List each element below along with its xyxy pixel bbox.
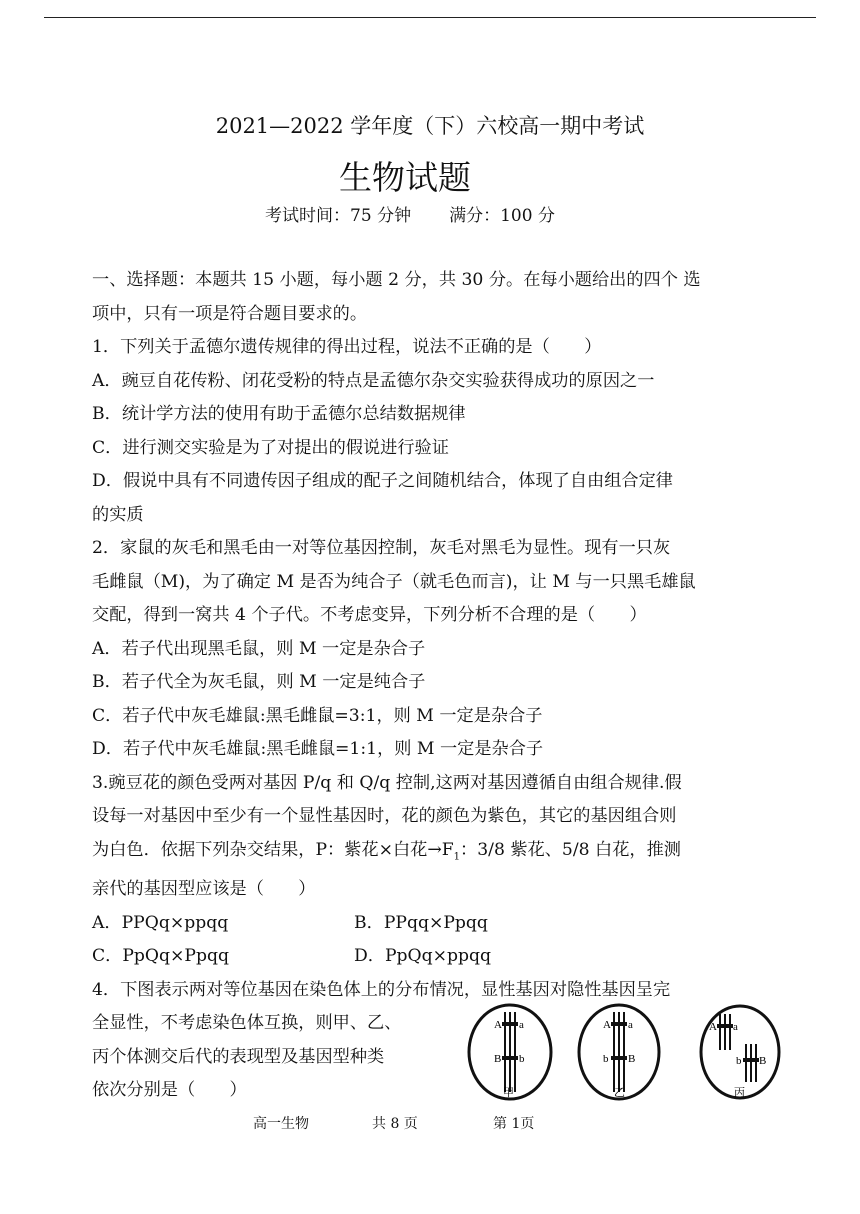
- top-rule: [44, 17, 816, 18]
- q3-stem-line3-a: 为白色．依据下列杂交结果，P：紫花×白花→F: [92, 839, 454, 860]
- q4-stem-line3: 丙个体测交后代的表现型及基因型种类: [92, 1046, 385, 1067]
- subject-title: 生物试题: [339, 158, 471, 197]
- figure-yi: [579, 1005, 659, 1099]
- bing-gene-a-upper: A: [709, 1021, 717, 1033]
- yi-gene-b-upper: b: [603, 1053, 609, 1065]
- chromosome-figures: [462, 1002, 782, 1108]
- score-label: 满分：100 分: [449, 206, 555, 226]
- jia-gene-b-lower: b: [519, 1053, 525, 1065]
- q3-option-d: D．PpQq×ppqq: [354, 946, 492, 967]
- q1-option-d-line2: 的实质: [92, 504, 144, 525]
- figure-bing: [701, 1006, 779, 1099]
- q3-option-c: C．PpQq×Ppqq: [92, 946, 229, 967]
- q4-stem-line4: 依次分别是（ ）: [92, 1080, 247, 1101]
- bing-gene-a-lower: a: [733, 1021, 738, 1033]
- bing-gene-b-upper: b: [736, 1055, 742, 1067]
- q3-stem-line4: 亲代的基因型应该是（ ）: [92, 879, 316, 900]
- bing-label: 丙: [734, 1087, 745, 1099]
- q2-option-d: D．若子代中灰毛雄鼠:黑毛雌鼠=1:1，则 M 一定是杂合子: [92, 739, 544, 759]
- bing-gene-b-lower: B: [759, 1055, 767, 1067]
- time-label: 考试时间：75 分钟: [265, 206, 412, 226]
- q2-option-c: C．若子代中灰毛雄鼠:黑毛雌鼠=3:1，则 M 一定是杂合子: [92, 705, 543, 726]
- q2-stem-line1: 2．家鼠的灰毛和黑毛由一对等位基因控制，灰毛对黑毛为显性。现有一只灰: [92, 538, 671, 558]
- jia-gene-a-upper: A: [494, 1019, 502, 1031]
- footer-total-pages: 共 8 页: [372, 1116, 418, 1132]
- jia-gene-a-lower: a: [519, 1019, 524, 1031]
- yi-gene-b-lower: B: [628, 1053, 636, 1065]
- q2-stem-line3: 交配，得到一窝共 4 个子代。不考虑变异，下列分析不合理的是（ ）: [92, 605, 647, 625]
- q3-stem-line3: [92, 834, 778, 874]
- q3-options-row1: [92, 907, 778, 941]
- q1-option-a: A．豌豆自花传粉、闭花受粉的特点是孟德尔杂交实验获得成功的原因之一: [92, 370, 655, 391]
- q3-option-b: B．PPqq×Ppqq: [354, 912, 488, 933]
- yi-gene-a-lower: a: [628, 1019, 633, 1031]
- footer-page-number: 第 1页: [493, 1116, 535, 1132]
- yi-gene-a-upper: A: [603, 1019, 611, 1031]
- exam-info: [0, 201, 820, 226]
- f1-subscript: 1: [453, 850, 461, 862]
- q3-option-a: A．PPQq×ppqq: [92, 912, 229, 933]
- q1-stem: 1．下列关于孟德尔遗传规律的得出过程，说法不正确的是（ ）: [92, 337, 602, 357]
- q2-option-a: A．若子代出现黑毛鼠，则 M 一定是杂合子: [92, 638, 426, 659]
- question-body: [92, 264, 778, 1108]
- jia-gene-b-upper: B: [494, 1053, 502, 1065]
- section-intro-line2: 项中，只有一项是符合题目要求的。: [92, 303, 368, 324]
- yi-label: 乙: [614, 1087, 625, 1099]
- q3-stem-line2: 设每一对基因中至少有一个显性基因时，花的颜色为紫色，其它的基因组合则: [92, 806, 677, 826]
- q1-option-d-line1: D．假说中具有不同遗传因子组成的配子之间随机结合，体现了自由组合定律: [92, 471, 673, 491]
- section-intro-line1: 一、选择题：本题共 15 小题，每小题 2 分，共 30 分。在每小题给出的四个 选: [92, 270, 701, 290]
- q4-stem-line1: 4．下图表示两对等位基因在染色体上的分布情况，显性基因对隐性基因呈完: [92, 979, 671, 1000]
- q2-option-b: B．若子代全为灰毛鼠，则 M 一定是纯合子: [92, 672, 426, 692]
- footer-subject: 高一生物: [253, 1116, 309, 1132]
- q3-stem-line3-b: ：3/8 紫花、5/8 白花，推测: [460, 839, 681, 860]
- jia-label: 甲: [503, 1087, 514, 1099]
- q3-options-row2: [92, 940, 778, 974]
- q3-stem-line1: 3.豌豆花的颜色受两对基因 P/q 和 Q/q 控制,这两对基因遵循自由组合规律.假: [92, 772, 682, 793]
- figure-jia: [469, 1005, 551, 1099]
- q2-stem-line2: 毛雌鼠（M)，为了确定 M 是否为纯合子（就毛色而言)，让 M 与一只黑毛雄鼠: [92, 571, 696, 592]
- q4-stem-line2: 全显性，不考虑染色体互换，则甲、乙、: [92, 1013, 402, 1034]
- q1-option-c: C．进行测交实验是为了对提出的假说进行验证: [92, 437, 449, 458]
- exam-title: 2021—2022 学年度（下）六校高一期中考试: [215, 114, 645, 138]
- q1-option-b: B．统计学方法的使用有助于孟德尔总结数据规律: [92, 404, 466, 424]
